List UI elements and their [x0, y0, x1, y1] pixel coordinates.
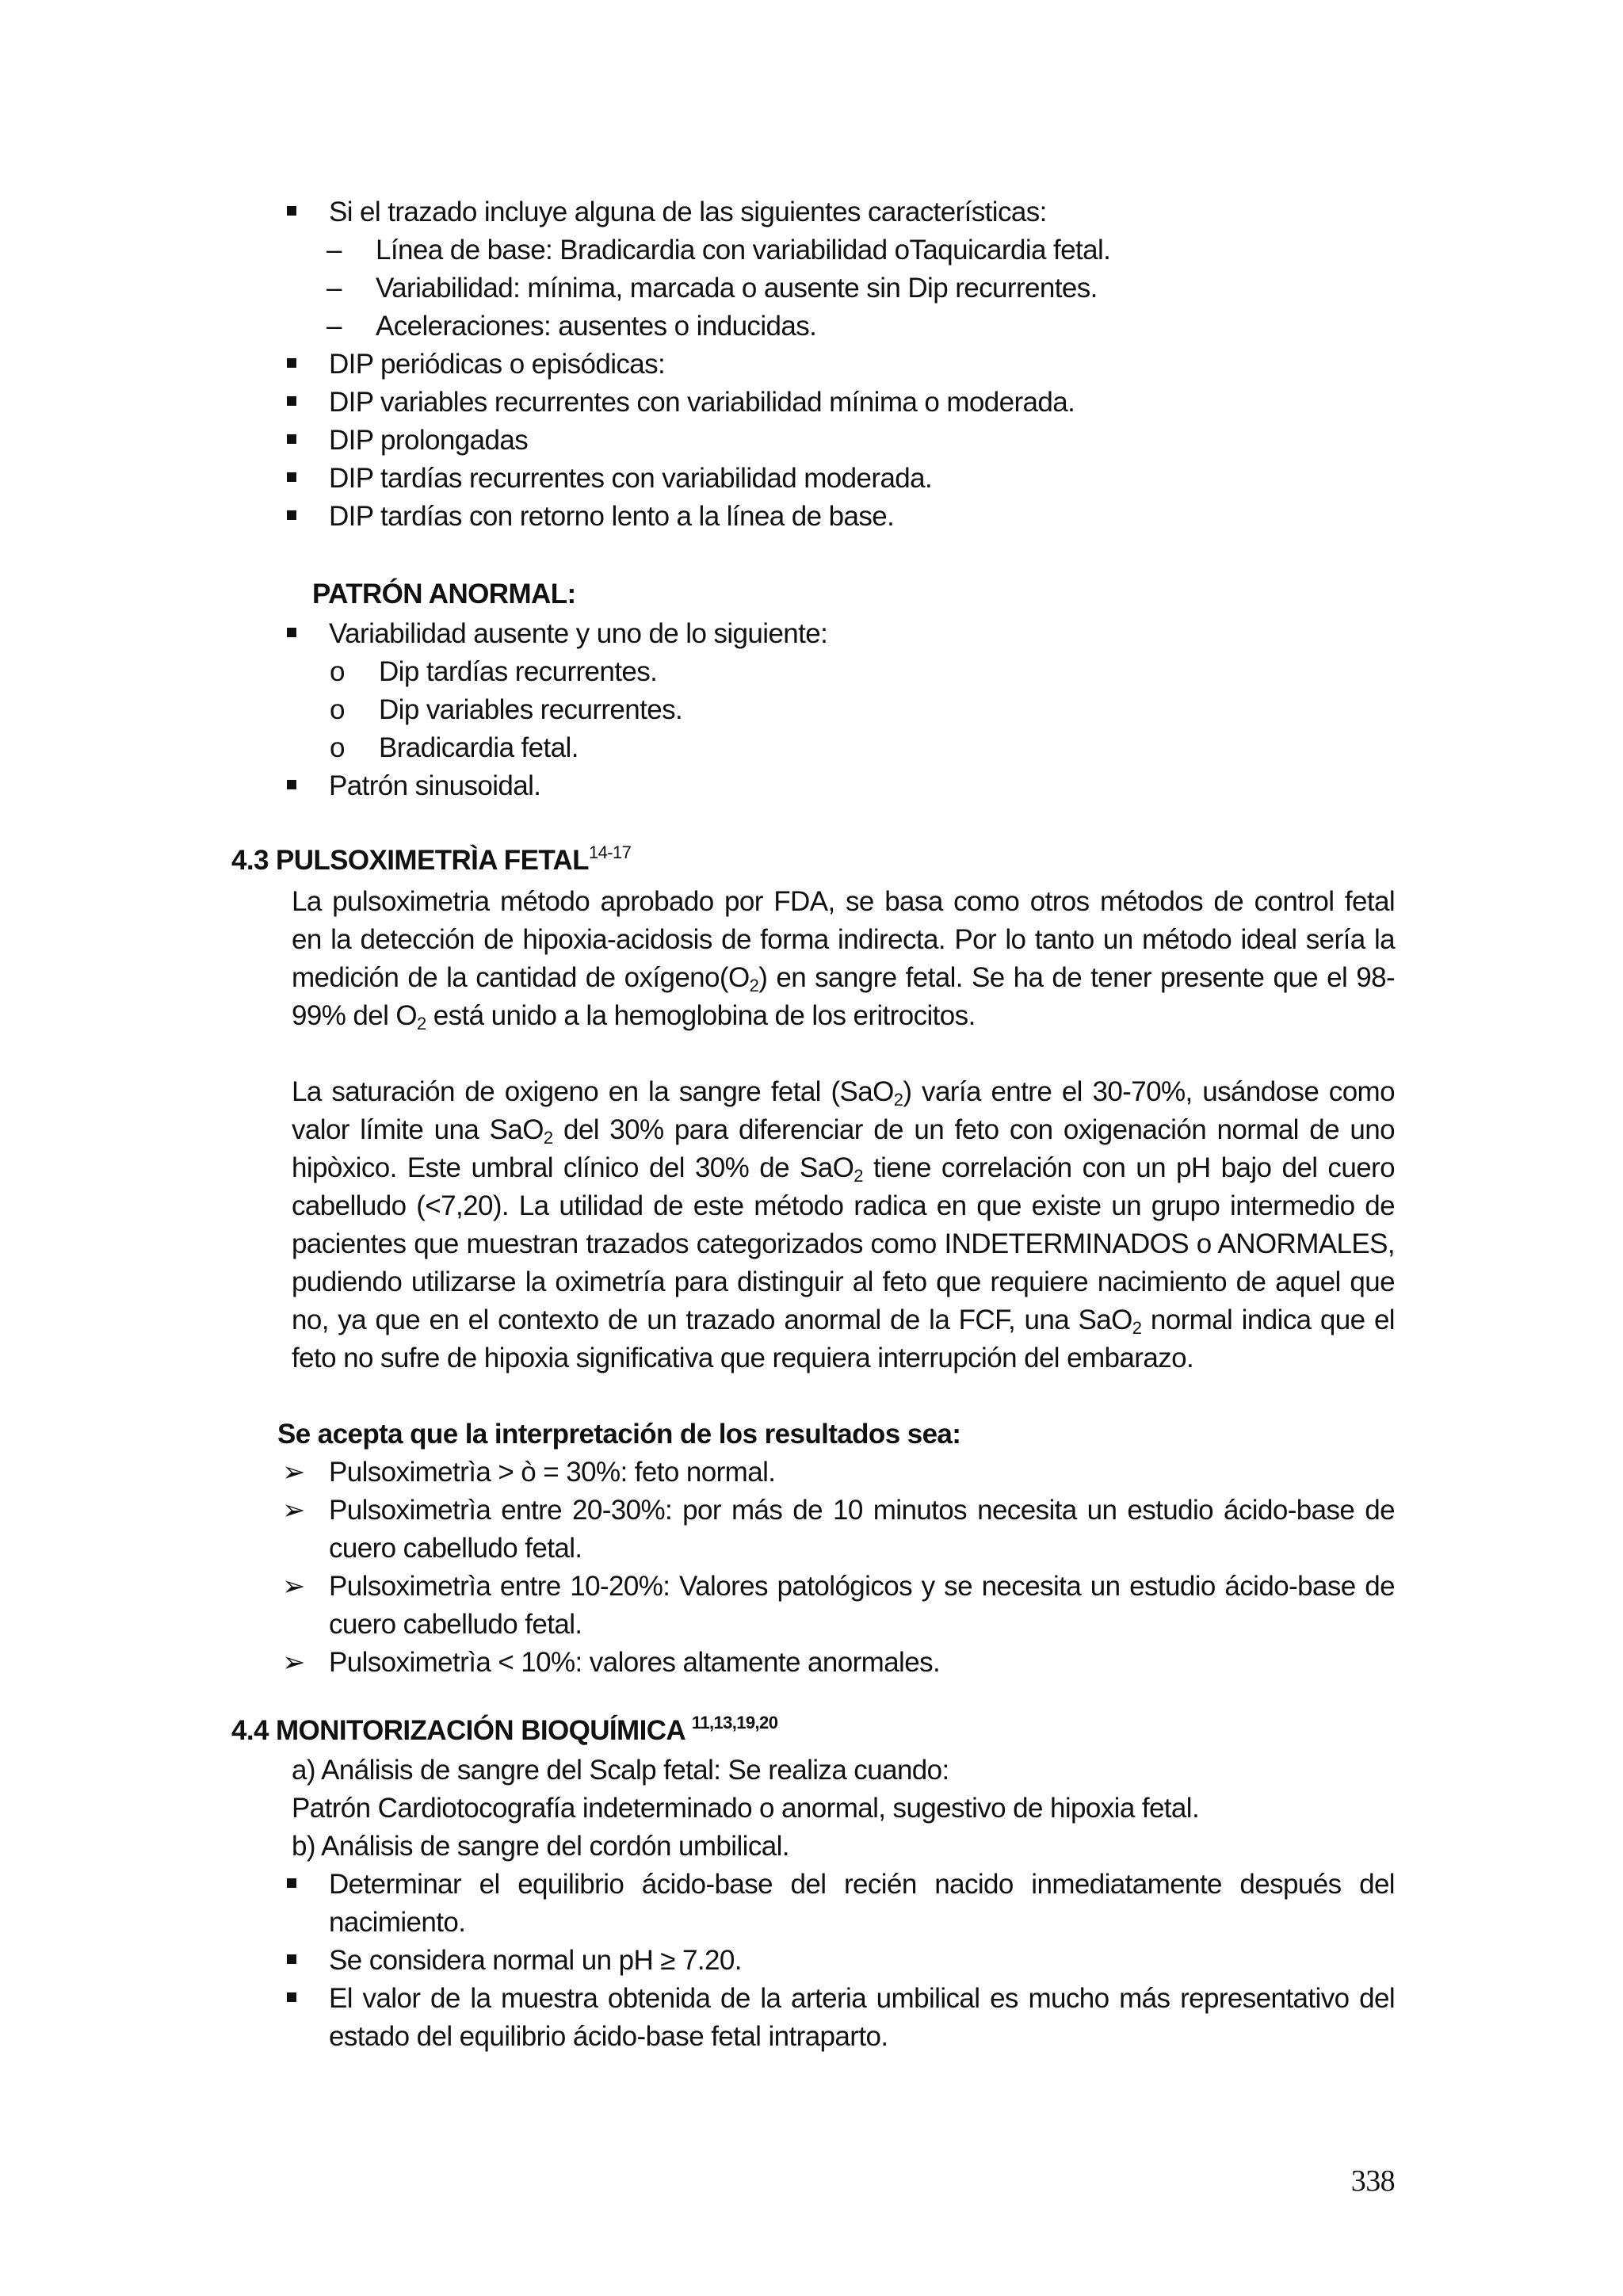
dash-marker: –	[327, 311, 342, 342]
bullet-square-icon	[283, 193, 300, 216]
paragraph-line: no, ya que en el contexto de un trazado anormal de la FCF, una SaO$_2$ normal indica que el	[292, 1305, 1395, 1338]
page-number: 338	[1350, 2164, 1395, 2198]
paragraph-line: cabelludo (<7,20). La utilidad de este método radica en que existe un grupo intermedio de	[292, 1190, 1395, 1221]
list-item: Pulsoximetrìa < 10%: valores altamente anormales.	[329, 1647, 941, 1678]
list-item-continuation: nacimiento.	[329, 1907, 466, 1938]
list-item: El valor de la muestra obtenida de la arteria umbilical es mucho más representativo del	[329, 1983, 1395, 2014]
bullet-square-icon	[283, 767, 300, 789]
list-item: Se considera normal un pH ≥ 7.20.	[329, 1945, 742, 1976]
list-item: DIP tardías con retorno lento a la línea de base.	[329, 501, 895, 532]
heading-reference: 14-17	[588, 842, 632, 862]
bullet-square-icon	[283, 422, 300, 444]
list-item: Pulsoximetrìa entre 10-20%: Valores patológicos y se necesita un estudio ácido-base de	[329, 1571, 1395, 1602]
paragraph-line: 99% del $O_2$ está unido a la hemoglobina de los eritrocitos.	[292, 1000, 976, 1033]
circle-marker: o	[330, 732, 345, 763]
arrow-bullet-icon: ➢	[282, 1571, 305, 1602]
sub-list-item: Línea de base: Bradicardia con variabilidad oTaquicardia fetal.	[376, 235, 1111, 266]
list-item: DIP variables recurrentes con variabilidad mínima o moderada.	[329, 387, 1075, 418]
sub-list-item: Dip variables recurrentes.	[379, 694, 683, 725]
bullet-square-icon	[283, 460, 300, 482]
section-heading-4-3	[231, 842, 631, 880]
list-item: DIP tardías recurrentes con variabilidad moderada.	[329, 463, 933, 494]
bullet-square-icon	[283, 498, 300, 520]
list-item-continuation: cuero cabelludo fetal.	[329, 1533, 582, 1564]
paragraph-line: La pulsoximetria método aprobado por FDA, se basa como otros métodos de control fetal	[292, 886, 1395, 917]
paragraph-line: hipòxico. Este umbral clínico del 30% de SaO$_2$ tiene correlación con un pH bajo del cuero	[292, 1152, 1395, 1186]
arrow-bullet-icon: ➢	[282, 1647, 305, 1678]
bullet-square-icon	[283, 1980, 300, 2002]
list-item: DIP periódicas o episódicas:	[329, 349, 666, 380]
list-item-continuation: estado del equilibrio ácido-base fetal intraparto.	[329, 2021, 888, 2052]
list-item: Determinar el equilibrio ácido-base del recién nacido inmediatamente después del	[329, 1869, 1395, 1900]
sub-list-item: Variabilidad: mínima, marcada o ausente sin Dip recurrentes.	[376, 273, 1098, 304]
sub-list-item: Bradicardia fetal.	[379, 732, 579, 763]
list-item: Patrón sinusoidal.	[329, 770, 541, 801]
arrow-bullet-icon: ➢	[282, 1457, 305, 1488]
dash-marker: –	[327, 235, 342, 266]
sub-list-item: Dip tardías recurrentes.	[379, 656, 658, 687]
bullet-square-icon	[283, 1866, 300, 1888]
list-item: Pulsoximetrìa > ò = 30%: feto normal.	[329, 1457, 776, 1488]
paragraph-line: en la detección de hipoxia-acidosis de forma indirecta. Por lo tanto un método ideal sería la	[292, 924, 1395, 955]
circle-marker: o	[330, 656, 345, 687]
paragraph-line: pacientes que muestran trazados categorizados como INDETERMINADOS o ANORMALES,	[292, 1228, 1395, 1259]
paragraph-line: feto no sufre de hipoxia significativa que requiera interrupción del embarazo.	[292, 1343, 1194, 1373]
bullet-square-icon	[283, 384, 300, 406]
paragraph-line: pudiendo utilizarse la oximetría para distinguir al feto que requiere nacimiento de aquel que	[292, 1266, 1395, 1297]
interpretation-heading: Se acepta que la interpretación de los resultados sea:	[277, 1419, 961, 1450]
section-heading-4-4	[231, 1712, 777, 1750]
bullet-square-icon	[283, 346, 300, 368]
list-item: Variabilidad ausente y uno de lo siguiente:	[329, 618, 828, 649]
heading-text: 4.4 MONITORIZACIÓN BIOQUÍMICA	[231, 1715, 685, 1746]
heading-reference: 11,13,19,20	[691, 1713, 778, 1733]
list-item-continuation: cuero cabelludo fetal.	[329, 1609, 582, 1640]
paragraph-line: medición de la cantidad de $oxígeno(O_2)$ en sangre fetal. Se ha de tener presente que el 98-	[292, 962, 1395, 995]
list-item: Si el trazado incluye alguna de las siguientes características:	[329, 197, 1047, 227]
dash-marker: –	[327, 273, 342, 304]
sub-list-item: Aceleraciones: ausentes o inducidas.	[376, 311, 817, 342]
list-item: Pulsoximetrìa entre 20-30%: por más de 10 minutos necesita un estudio ácido-base de	[329, 1495, 1395, 1526]
paragraph-line: La saturación de oxigeno en la sangre fetal (SaO$_2$) varía entre el 30-70%, usándose como	[292, 1076, 1395, 1110]
heading-text: 4.3 PULSOXIMETRÌA FETAL	[231, 845, 589, 876]
circle-marker: o	[330, 694, 345, 725]
paragraph-line: a) Análisis de sangre del Scalp fetal: Se realiza cuando:	[292, 1755, 949, 1786]
paragraph-line: b) Análisis de sangre del cordón umbilical.	[292, 1831, 789, 1862]
paragraph-line: valor límite una SaO$_2$ del 30% para diferenciar de un feto con oxigenación normal de uno	[292, 1114, 1395, 1148]
arrow-bullet-icon: ➢	[282, 1495, 305, 1526]
bullet-square-icon	[283, 1942, 300, 1964]
list-item: DIP prolongadas	[329, 425, 529, 456]
bullet-square-icon	[283, 615, 300, 637]
section-heading-abnormal: PATRÓN ANORMAL:	[312, 579, 576, 609]
paragraph-line: Patrón Cardiotocografía indeterminado o anormal, sugestivo de hipoxia fetal.	[292, 1793, 1200, 1824]
